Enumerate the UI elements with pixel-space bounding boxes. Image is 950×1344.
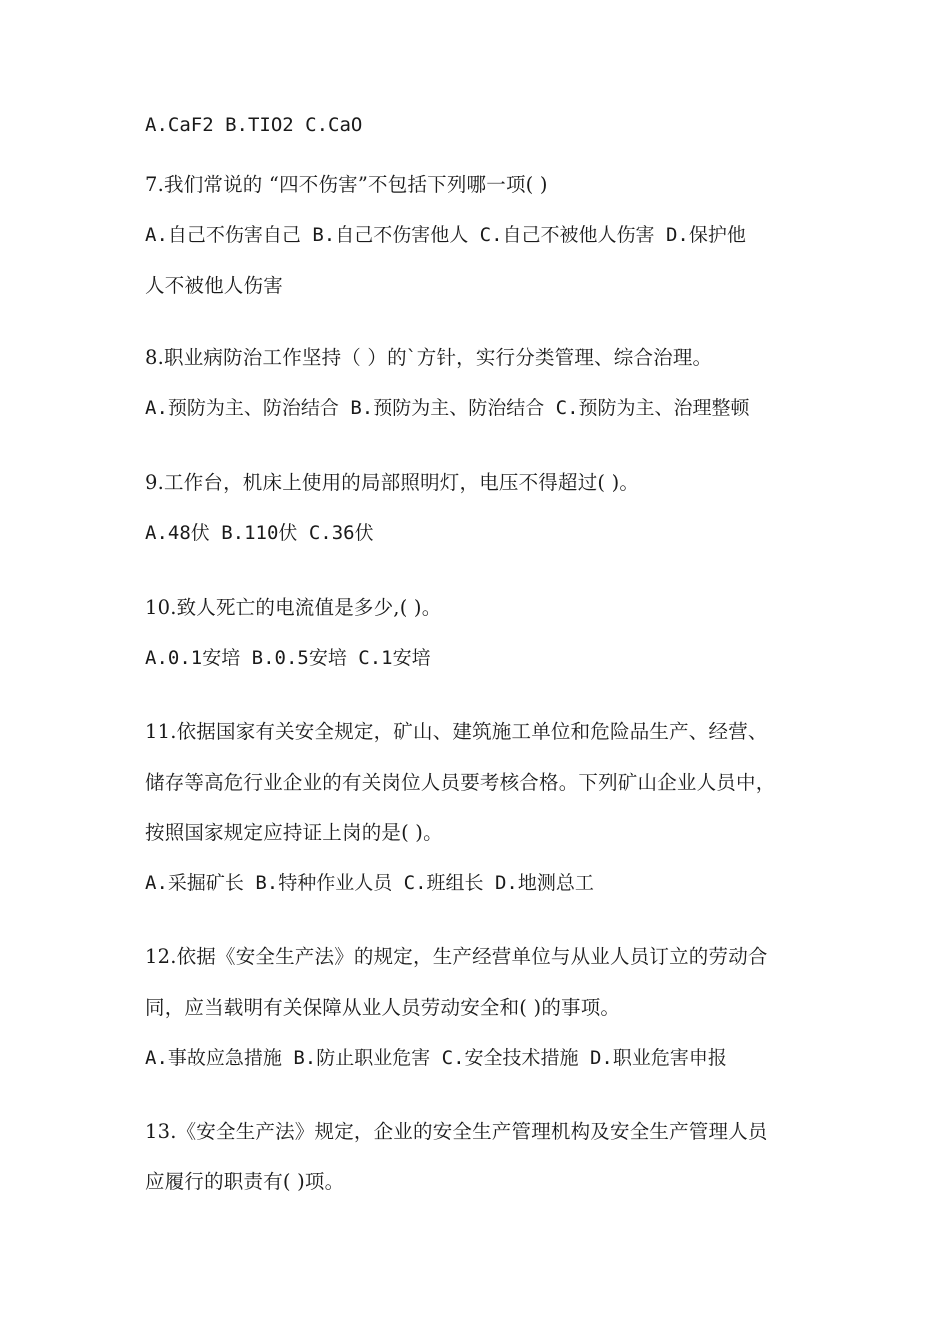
q11-stem-line2: 储存等高危行业企业的有关岗位人员要考核合格。下列矿山企业人员中，	[145, 771, 776, 794]
q10-stem: 10.致人死亡的电流值是多少,( )。	[145, 596, 442, 619]
q13-stem-line2: 应履行的职责有( )项。	[145, 1170, 345, 1193]
q6-options: A.CaF2 B.TIO2 C.CaO	[145, 114, 363, 136]
q12-stem-line2: 同，应当载明有关保障从业人员劳动安全和( )的事项。	[145, 996, 621, 1019]
q11-options: A.采掘矿长 B.特种作业人员 C.班组长 D.地测总工	[145, 872, 594, 894]
q11-stem-line1: 11.依据国家有关安全规定，矿山、建筑施工单位和危险品生产、经营、	[145, 720, 768, 743]
q7-options: A.自己不伤害自己 B.自己不伤害他人 C.自己不被他人伤害 D.保护他	[145, 224, 746, 246]
q8-options: A.预防为主、防治结合 B.预防为主、防治结合 C.预防为主、治理整顿	[145, 397, 750, 419]
q10-options: A.0.1安培 B.0.5安培 C.1安培	[145, 647, 431, 669]
q12-stem-line1: 12.依据《安全生产法》的规定，生产经营单位与从业人员订立的劳动合	[145, 945, 768, 968]
q12-options: A.事故应急措施 B.防止职业危害 C.安全技术措施 D.职业危害申报	[145, 1047, 727, 1069]
q7-stem: 7.我们常说的 “四不伤害”不包括下列哪一项( )	[145, 173, 548, 196]
q9-stem: 9.工作台，机床上使用的局部照明灯，电压不得超过( )。	[145, 471, 640, 494]
q8-stem: 8.职业病防治工作坚持（ ）的`方针，实行分类管理、综合治理。	[145, 346, 713, 369]
q11-stem-line3: 按照国家规定应持证上岗的是( )。	[145, 821, 443, 844]
q7-options-cont: 人不被他人伤害	[145, 274, 283, 297]
q13-stem-line1: 13.《安全生产法》规定，企业的安全生产管理机构及安全生产管理人员	[145, 1120, 768, 1143]
q9-options: A.48伏 B.110伏 C.36伏	[145, 522, 374, 544]
